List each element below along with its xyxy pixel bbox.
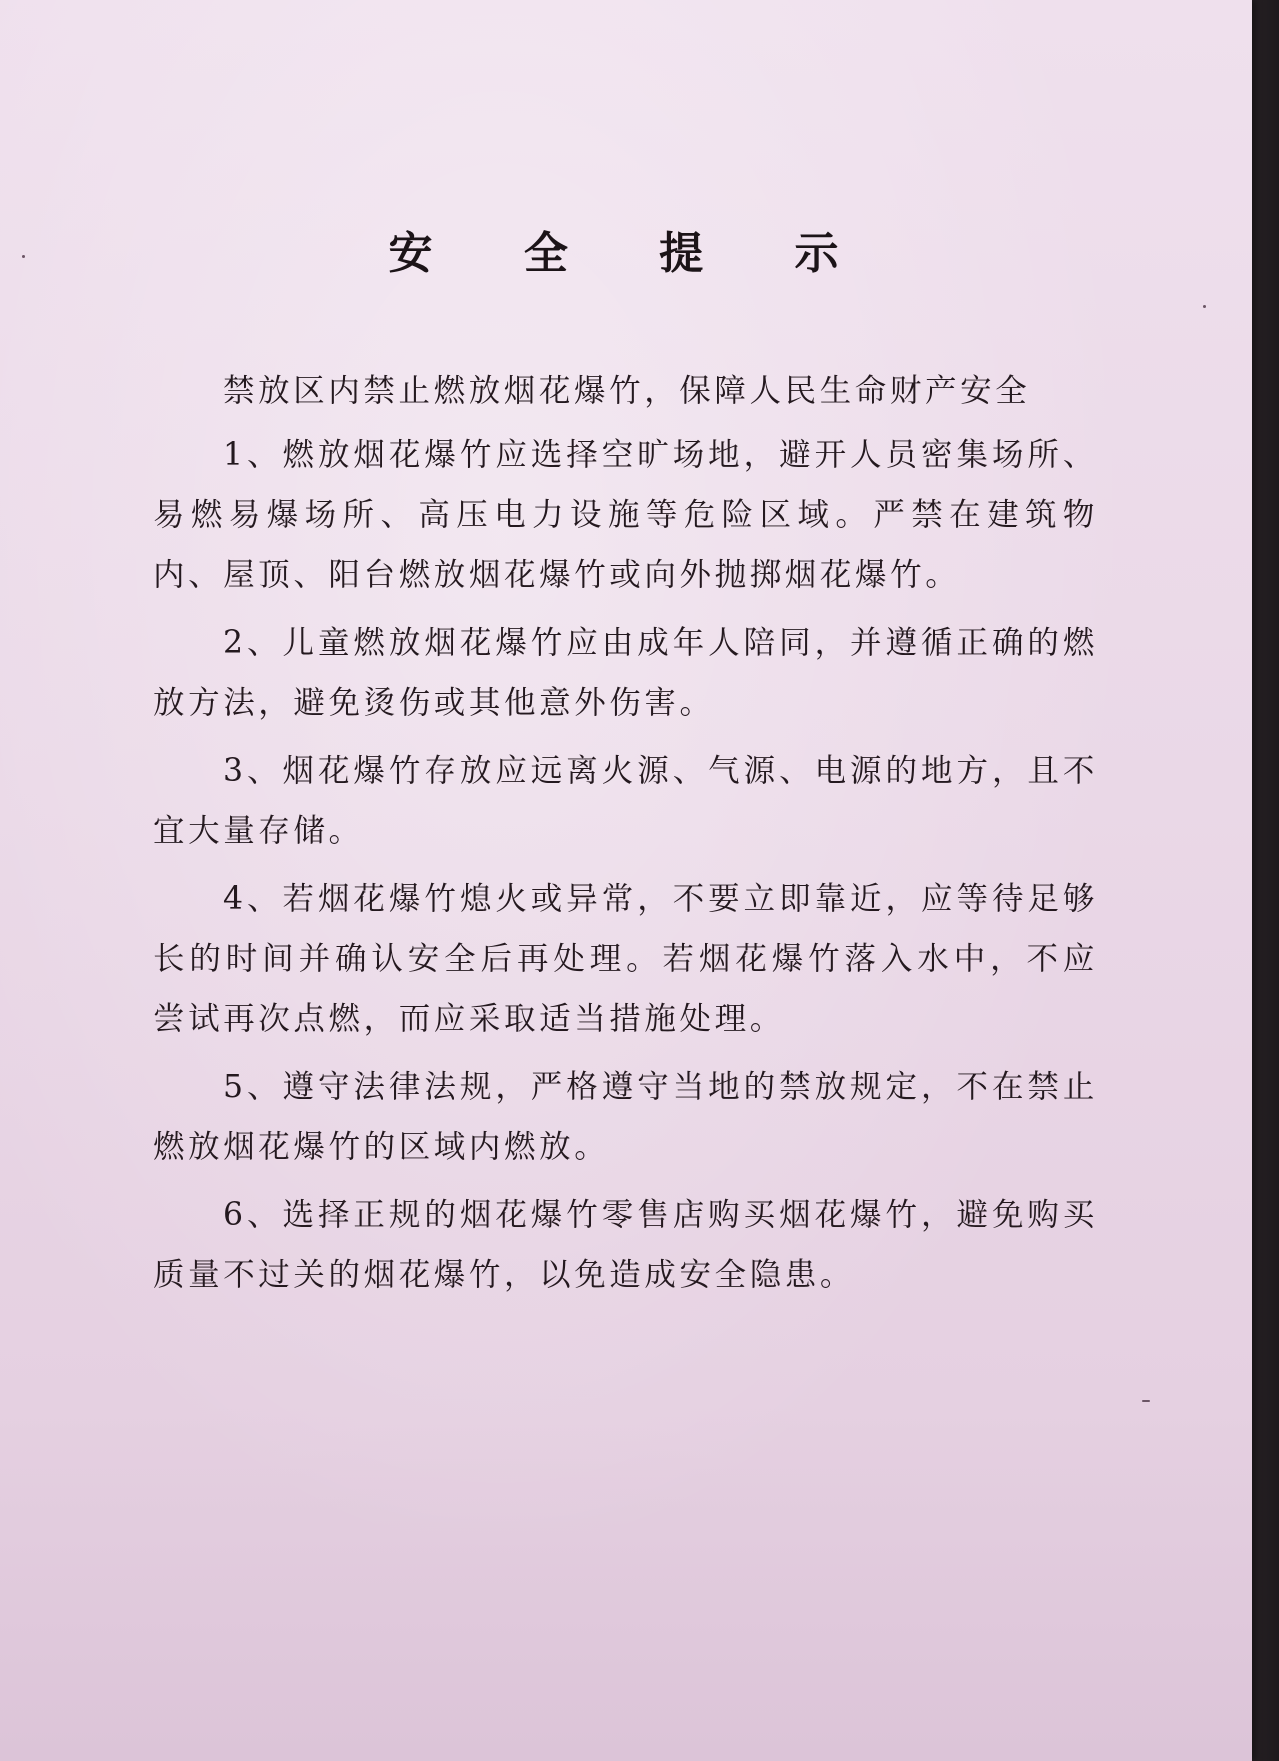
list-item: 2、儿童燃放烟花爆竹应由成年人陪同，并遵循正确的燃放方法，避免烫伤或其他意外伤害。 (153, 625, 1098, 721)
document-title: 安 全 提 示 (388, 228, 877, 279)
paper-speck (1203, 305, 1206, 308)
list-item: 3、烟花爆竹存放应远离火源、气源、电源的地方，且不宜大量存储。 (153, 753, 1098, 849)
paper-speck (1142, 1400, 1150, 1402)
lead-paragraph: 禁放区内禁止燃放烟花爆竹，保障人民生命财产安全 (223, 373, 1031, 409)
document-body (153, 361, 1098, 1313)
list-item: 6、选择正规的烟花爆竹零售店购买烟花爆竹，避免购买质量不过关的烟花爆竹，以免造成安全隐患。 (153, 1197, 1098, 1293)
list-item: 1、燃放烟花爆竹应选择空旷场地，避开人员密集场所、易燃易爆场所、高压电力设施等危险区域。严禁在建筑物内、屋顶、阳台燃放烟花爆竹或向外抛掷烟花爆竹。 (153, 437, 1098, 593)
list-item: 5、遵守法律法规，严格遵守当地的禁放规定，不在禁止燃放烟花爆竹的区域内燃放。 (153, 1069, 1098, 1165)
list-item: 4、若烟花爆竹熄火或异常，不要立即靠近，应等待足够长的时间并确认安全后再处理。若烟花爆竹落入水中，不应尝试再次点燃，而应采取适当措施处理。 (153, 881, 1098, 1037)
